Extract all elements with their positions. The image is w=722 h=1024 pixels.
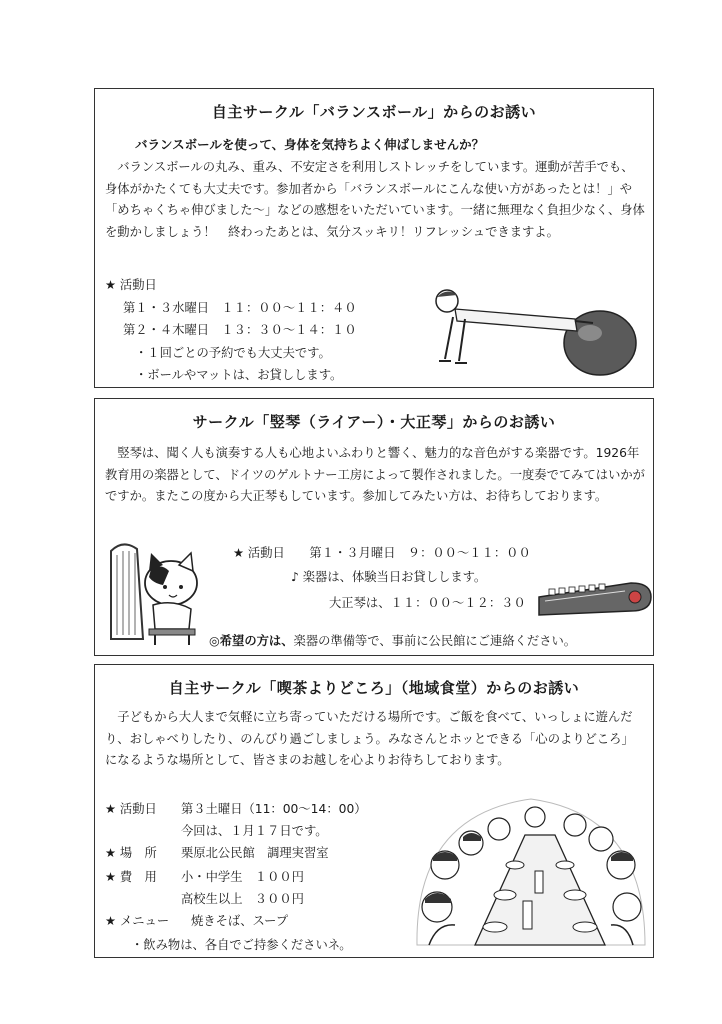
kissa-yoridokoro-section — [94, 664, 654, 958]
section-body: バランスボールの丸み、重み、不安定さを利用しストレッチをしています。運動が苦手でも、身体がかたくても大丈夫です。参加者から「バランスボールにこんな使い方があったとは！」や「めちゃくちゃ伸びました～」などの感想をいただいています。一緒に無理なく負担少なく、身体を動かしましょう！ 終わったあとは、気分スッキリ！リフレッシュできますよ。 — [105, 160, 645, 239]
contact-note — [209, 631, 576, 649]
place-label: ★ 場 所 — [105, 846, 157, 860]
lyre-taishogoto-section — [94, 398, 654, 656]
schedule-line: ★ 活動日 第１・３月曜日 ９：００～１１：００ — [233, 546, 531, 560]
section-body: 子どもから大人まで気軽に立ち寄っていただける場所です。ご飯を食べて、いっしょに遊んだり、おしゃべりしたり、のんびり過ごしましょう。みなさんとホッとできる「心のよりどころ」になるような場所として、皆さまのお越しを心よりお待ちしております。 — [105, 710, 634, 767]
menu-label: ★ メニュー — [105, 914, 170, 928]
section-title: 自主サークル「バランスボール」からのお誘い — [211, 103, 537, 121]
contact-note-bold: ◎希望の方は、 — [209, 634, 294, 648]
section-body: 竪琴は、聞く人も演奏する人も心地よいふわりと響く、魅力的な音色がする楽器です。1926年教育用の楽器として、ドイツのゲルトナー工房によって製作されました。一度奏でてみてはいかがですか。またこの度から大正琴もしています。参加してみたい方は、お待ちしております。 — [105, 446, 645, 503]
date-value: 第３土曜日（11：00～14：00） — [181, 802, 367, 816]
fee-line-2: 高校生以上 ３００円 — [181, 892, 304, 906]
cat-harp-illustration — [103, 539, 213, 647]
section-subtitle: バランスボールを使って、身体を気持ちよく伸ばしませんか？ — [135, 137, 485, 152]
schedule-line-2: 第２・４木曜日 １３：３０～１４：１０ — [123, 323, 357, 337]
note-line-1: ・１回ごとの予約でも大丈夫です。 — [135, 346, 331, 360]
schedule-line-1: 第１・３水曜日 １１：００～１１：４０ — [123, 301, 357, 315]
taishogoto-time: 大正琴は、１１：００～１２：３０ — [329, 596, 526, 610]
schedule-label: ★ 活動日 — [105, 278, 157, 292]
menu-value: 焼きそば、スープ — [191, 914, 289, 928]
balance-ball-section — [94, 88, 654, 388]
date-next: 今回は、１月１７日です。 — [181, 824, 328, 838]
section-title: 自主サークル「喫茶よりどころ」（地域食堂）からのお誘い — [168, 679, 580, 697]
contact-note-text: 楽器の準備等で、事前に公民館にご連絡ください。 — [293, 634, 577, 648]
note-line-2: ・ボールやマットは、お貸しします。 — [135, 368, 343, 382]
date-label: ★ 活動日 — [105, 802, 157, 816]
section-title: サークル「竪琴（ライアー）・大正琴」からのお誘い — [192, 413, 556, 431]
fee-line-1: 小・中学生 １００円 — [181, 870, 304, 884]
balance-ball-illustration — [425, 281, 645, 385]
place-value: 栗原北公民館 調理実習室 — [181, 846, 329, 860]
taishogoto-illustration — [535, 575, 655, 623]
instrument-note: ♪ 楽器は、体験当日お貸しします。 — [291, 570, 487, 584]
community-dining-illustration — [415, 795, 647, 953]
fee-label: ★ 費 用 — [105, 870, 157, 884]
drinks-note: ・飲み物は、各自でご持参くださいネ。 — [131, 938, 352, 952]
